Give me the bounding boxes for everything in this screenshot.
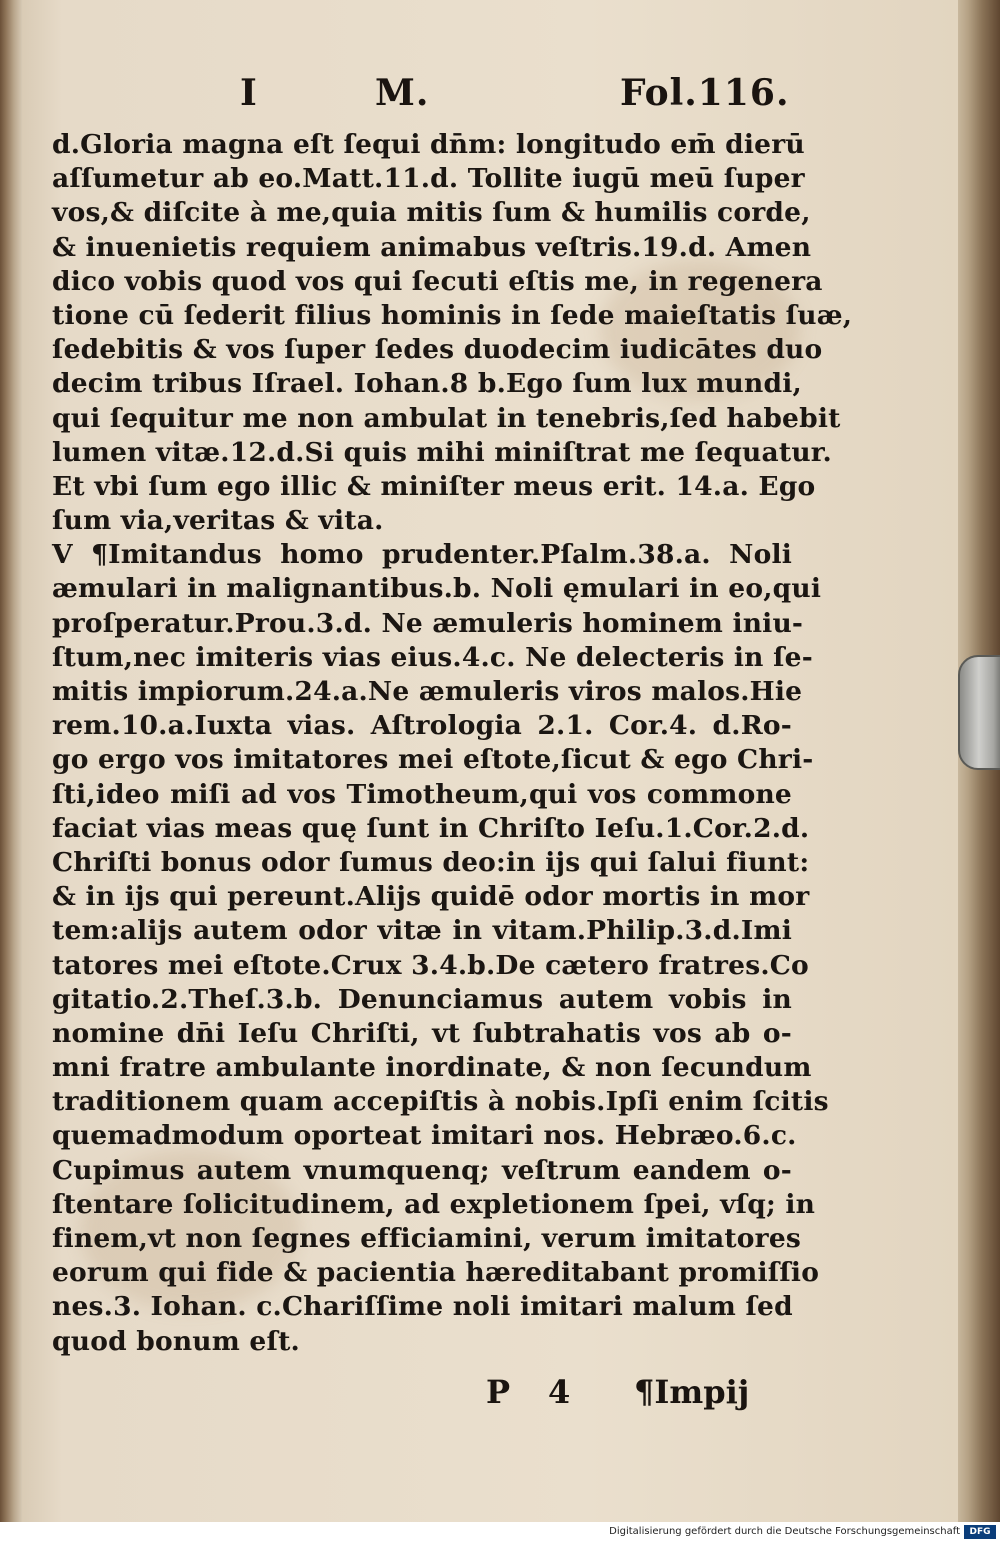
text-line: Cupimus autem vnumquenq; veſtrum eandem o- xyxy=(52,1154,792,1186)
text-line: & inuenietis requiem animabus veſtris.19.d. Amen xyxy=(52,231,812,263)
text-line: ſtentare ſolicitudinem, ad expletionem ſpei, vſq; in xyxy=(52,1188,816,1220)
signature-mark: P xyxy=(486,1373,511,1411)
text-line: quod bonum eſt. xyxy=(52,1325,300,1357)
text-line: & in ijs qui pereunt.Alijs quidē odor mortis in mor xyxy=(52,881,810,913)
digitization-credit-bar xyxy=(0,1522,1000,1543)
text-line: ſedebitis & vos ſuper ſedes duodecim iudicātes duo xyxy=(52,334,823,366)
text-line: dico vobis quod vos qui ſecuti eſtis me, in regenera xyxy=(52,265,823,297)
text-line: qui ſequitur me non ambulat in tenebris,ſed habebit xyxy=(52,402,841,434)
main-text-block xyxy=(52,128,853,1359)
text-line: V ¶Imitandus homo prudenter.Pſalm.38.a. Noli xyxy=(52,539,792,571)
text-line: Et vbi ſum ego illic & miniſter meus erit. 14.a. Ego xyxy=(52,470,816,502)
dfg-logo-icon: DFG xyxy=(964,1525,996,1539)
text-line: aſſumetur ab eo.Matt.11.d. Tollite iugū meū ſuper xyxy=(52,163,805,195)
catchword: ¶Impij xyxy=(634,1373,750,1411)
text-line: mitis impiorum.24.a.Ne æmuleris viros malos.Hie xyxy=(52,676,803,707)
text-line: quemadmodum oporteat imitari nos. Hebræo.6.c. xyxy=(52,1120,797,1152)
text-line: tatores mei eſtote.Crux 3.4.b.De cætero fratres.Co xyxy=(52,949,809,981)
text-line: ſtum,nec imiteris vias eius.4.c. Ne delecteris in ſe- xyxy=(52,641,813,673)
text-line: go ergo vos imitatores mei eſtote,ſicut & ego Chri- xyxy=(52,744,814,776)
text-line: nomine dn̄i Ieſu Chriſti, vt ſubtrahatis vos ab o- xyxy=(52,1017,792,1049)
folio-number: Fol.116. xyxy=(620,72,790,114)
text-line: d.Gloria magna eſt ſequi dn̄m: longitudo em̄ dierū xyxy=(52,129,805,160)
credit-text: Digitalisierung gefördert durch die Deutsche Forschungsgemeinschaft xyxy=(609,1526,960,1537)
text-line: tem:alijs autem odor vitæ in vitam.Philip.3.d.Imi xyxy=(52,915,792,947)
text-line: finem,vt non ſegnes efficiamini, verum imitatores xyxy=(52,1223,802,1254)
text-line: gitatio.2.Theſ.3.b. Denunciamus autem vobis in xyxy=(52,983,792,1015)
text-line: æmulari in malignantibus.b. Noli ęmulari in eo,qui xyxy=(52,573,822,605)
text-line: tione cū ſederit filius hominis in ſede maieſtatis ſuæ, xyxy=(52,299,853,331)
page-footer xyxy=(0,1373,1000,1417)
text-line: nes.3. Iohan. c.Chariſſime noli imitari malum ſed xyxy=(52,1291,793,1323)
text-line: decim tribus Iſrael. Iohan.8 b.Ego ſum lux mundi, xyxy=(52,368,802,400)
text-line: proſperatur.Prou.3.d. Ne æmuleris hominem iniu- xyxy=(52,607,804,639)
text-line: vos,& diſcite à me,quia mitis ſum & humilis corde, xyxy=(52,197,811,229)
text-line: Chriſti bonus odor ſumus deo:in ijs qui ſalui fiunt: xyxy=(52,846,810,878)
text-line: traditionem quam accepiſtis à nobis.Ipſi enim ſcitis xyxy=(52,1086,829,1118)
text-line: faciat vias meas quę ſunt in Chriſto Ieſu.1.Cor.2.d. xyxy=(52,812,810,844)
header-letter: I xyxy=(240,72,258,114)
text-line: mni fratre ambulante inordinate, & non ſecundum xyxy=(52,1052,812,1084)
text-line: ſti,ideo miſi ad vos Timotheum,qui vos commone xyxy=(52,778,792,810)
signature-number: 4 xyxy=(548,1373,571,1411)
book-clasp xyxy=(958,655,1000,770)
text-line: ſum via,veritas & vita. xyxy=(52,505,384,537)
text-line: rem.10.a.Iuxta vias. Aſtrologia 2.1. Cor.4. d.Ro- xyxy=(52,710,792,742)
text-line: lumen vitæ.12.d.Si quis mihi miniſtrat me ſequatur. xyxy=(52,436,832,468)
running-header xyxy=(0,72,1000,122)
text-line: eorum qui fide & pacientia hæreditabant promiſſio xyxy=(52,1257,820,1289)
header-section: M. xyxy=(375,72,430,114)
